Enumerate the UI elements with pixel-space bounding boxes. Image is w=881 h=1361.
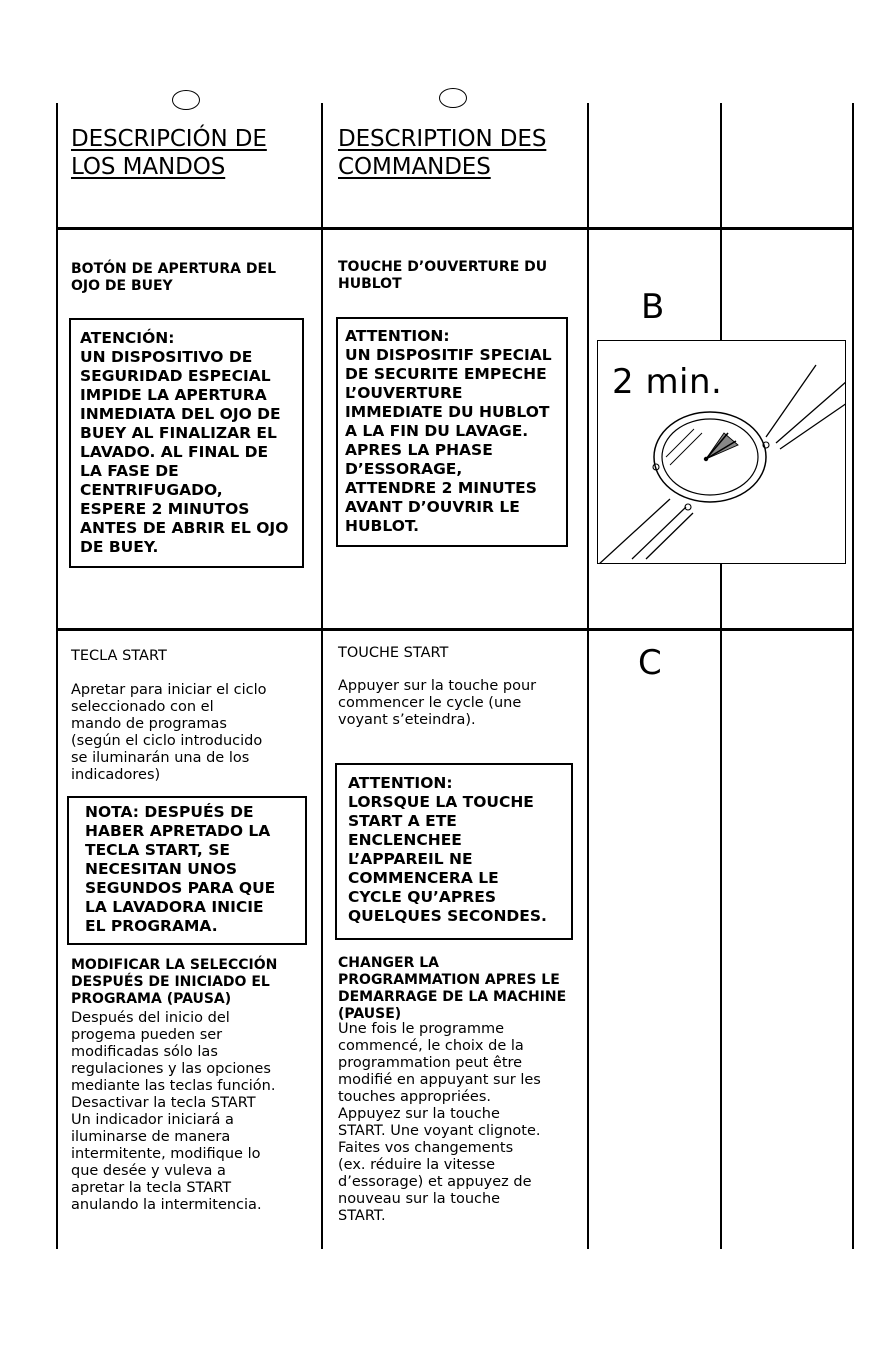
pause-heading-es: MODIFICAR LA SELECCIÓN DESPUÉS DE INICIADO EL PROGRAMA (PAUSA): [71, 957, 278, 1007]
column-rule-2: [321, 103, 323, 1249]
start-note-es: NOTA: DESPUÉS DE HABER APRETADO LA TECLA START, SE NECESITAN UNOS SEGUNDOS PARA QUE LA LAVADORA INICIE EL PROGRAMA.: [85, 803, 276, 935]
language-circle-fr: [439, 88, 467, 108]
wristwatch-illustration: [598, 341, 846, 564]
pause-text-fr: Une fois le programme commencé, le choix de la programmation peut être modifié en appuyant sur les touches appropriées. Appuyez sur la touche START. Une voyant clignote. Faites vos changements (ex. réduire la vitesse d’essorage) et appuyez de nouveau sur la touche START.: [338, 1021, 541, 1224]
start-text-fr: Appuyer sur la touche pour commencer le cycle (une voyant s’eteindra).: [338, 678, 537, 728]
figure-b-watch: [597, 340, 846, 564]
door-warning-es: ATENCIÓN: UN DISPOSITIVO DE SEGURIDAD ESPECIAL IMPIDE LA APERTURA INMEDIATA DEL OJO DE BUEY AL FINALIZAR EL LAVADO. AL FINAL DE LA FASE DE CENTRIFUGADO, ESPERE 2 MINUTOS ANTES DE ABRIR EL OJO DE BUEY.: [80, 329, 289, 556]
column-rule-4: [720, 103, 722, 1249]
figure-b-caption: 2 min.: [612, 362, 723, 402]
column-rule-3: [587, 103, 589, 1249]
start-heading-es: TECLA START: [71, 648, 167, 664]
pause-text-es: Después del inicio del progema pueden ser modificadas sólo las regulaciones y las opciones mediante las teclas función. Desactivar la tecla START Un indicador iniciará a iluminarse de manera intermitente, modifique lo que desée y vuleva a apretar la tecla START anulando la intermitencia.: [71, 1010, 276, 1213]
column-rule-right: [852, 103, 854, 1249]
door-warning-fr: ATTENTION: UN DISPOSITIF SPECIAL DE SECURITE EMPECHE L’OUVERTURE IMMEDIATE DU HUBLOT A LA FIN DU LAVAGE. APRES LA PHASE D’ESSORAGE, ATTENDRE 2 MINUTES AVANT D’OUVRIR LE HUBLOT.: [345, 327, 552, 535]
door-heading-fr: TOUCHE D’OUVERTURE DU HUBLOT: [338, 259, 548, 292]
start-heading-fr: TOUCHE START: [338, 645, 449, 661]
language-circle-es: [172, 90, 200, 110]
door-heading-es: BOTÓN DE APERTURA DEL OJO DE BUEY: [71, 261, 276, 294]
figure-b-label: B: [641, 287, 665, 327]
section-title-fr: DESCRIPTION DES COMMANDES: [338, 126, 547, 180]
column-rule-left: [56, 103, 58, 1249]
pause-heading-fr: CHANGER LA PROGRAMMATION APRES LE DEMARRAGE DE LA MACHINE (PAUSE): [338, 955, 567, 1022]
start-note-fr: ATTENTION: LORSQUE LA TOUCHE START A ETE ENCLENCHEE L’APPAREIL NE COMMENCERA LE CYCLE QU’APRES QUELQUES SECONDES.: [348, 774, 547, 925]
start-text-es: Apretar para iniciar el ciclo seleccionado con el mando de programas (según el ciclo introducido se iluminarán una de los indicadores): [71, 682, 267, 783]
section-title-es: DESCRIPCIÓN DE LOS MANDOS: [71, 126, 267, 180]
figure-c-label: C: [638, 643, 662, 683]
section-rule-1: [57, 227, 854, 230]
section-rule-2: [57, 628, 854, 631]
